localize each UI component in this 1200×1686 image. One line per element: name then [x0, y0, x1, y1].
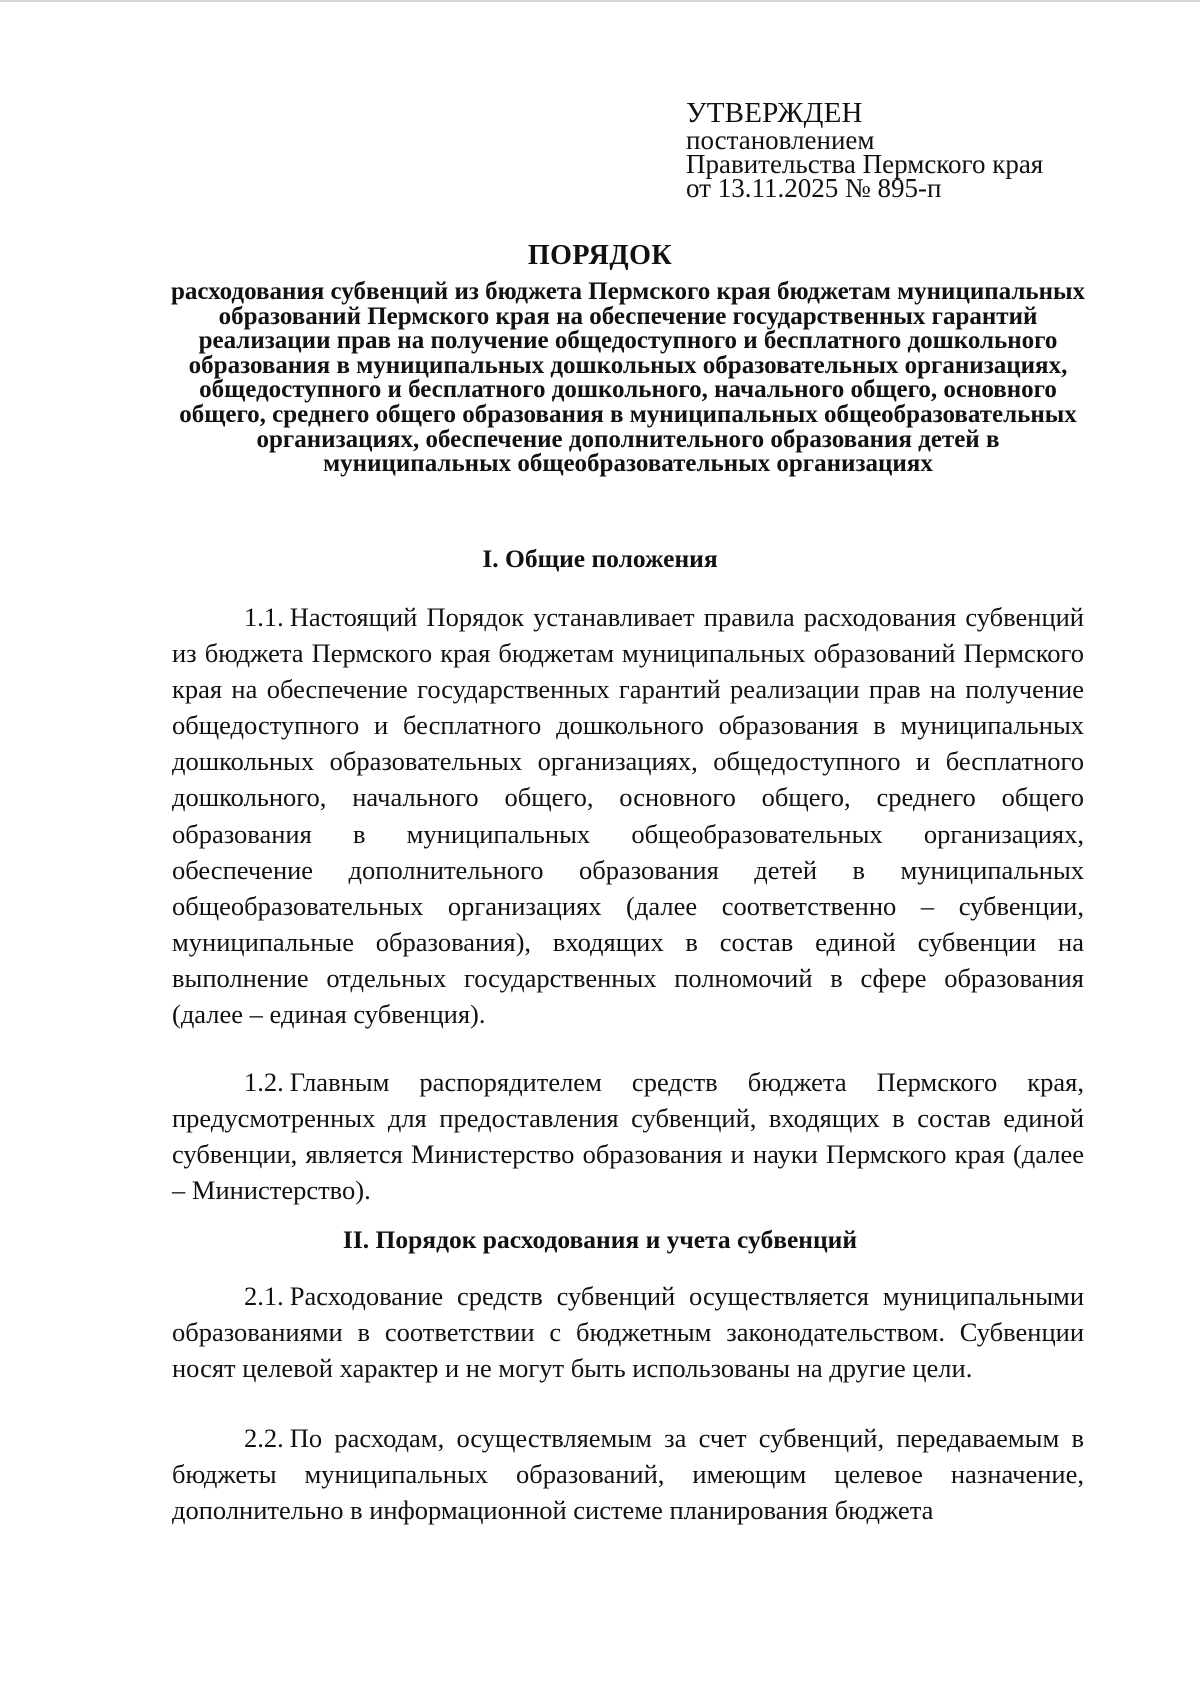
scan-edge: [0, 0, 1200, 2]
paragraph-number: 1.2.: [244, 1067, 284, 1097]
approval-line: Правительства Пермского края: [686, 149, 1044, 179]
paragraph: [172, 1064, 1084, 1208]
paragraph-text: Расходование средств субвенций осуществляется муниципальными образованиями в соответствии с бюджетным законодательством. Субвенции носят целевой характер и не могут быть использованы на другие цели.: [172, 1281, 1084, 1384]
approval-block: [686, 97, 1044, 203]
paragraph-number: 1.1.: [244, 602, 284, 632]
paragraph-text: Настоящий Порядок устанавливает правила расходования субвенций из бюджета Пермского края бюджетам муниципальных образований Пермского края на обеспечение государственных гарантий реализации прав на получение общедоступного и бесплатного дошкольного образования в муниципальных дошкольных образовательных организациях, общедоступного и бесплатного дошкольного, начального общего, основного общего, среднего общего образования в муниципальных общеобразовательных организациях, обеспечение дополнительного образования детей в муниципальных общеобразовательных организациях (далее соответственно – субвенции, муниципальные образования), входящих в состав единой субвенции на выполнение отдельных государственных полномочий в сфере образования (далее – единая субвенция).: [172, 602, 1084, 1030]
paragraph: [172, 1420, 1084, 1528]
approval-stamp-heading: УТВЕРЖДЕН: [686, 97, 863, 129]
paragraph-text: Главным распорядителем средств бюджета Пермского края, предусмотренных для предоставления субвенций, входящих в состав единой субвенции, является Министерство образования и науки Пермского края (далее – Министерство).: [172, 1067, 1084, 1206]
paragraph: [172, 599, 1084, 1032]
paragraph-number: 2.2.: [244, 1423, 284, 1453]
approval-line: постановлением: [686, 125, 875, 155]
section-heading: II. Порядок расходования и учета субвенций: [342, 1225, 858, 1254]
paragraph-number: 2.1.: [244, 1281, 284, 1311]
document-subtitle: расходования субвенций из бюджета Пермского края бюджетам муниципальных образований Пермского края на обеспечение государственных гарантий реализации прав на получение общедоступного и бесплатного дошкольного образования в муниципальных дошкольных образовательных организациях, общедоступного и бесплатного дошкольного, начального общего, основного общего, среднего общего образования в муниципальных общеобразовательных организациях, обеспечение дополнительного образования детей в муниципальных общеобразовательных организациях: [170, 278, 1086, 478]
paragraph: [172, 1278, 1084, 1386]
section-heading: I. Общие положения: [482, 544, 718, 573]
document-title: ПОРЯДОК: [527, 240, 673, 271]
paragraph-text: По расходам, осуществляемым за счет субвенций, передаваемым в бюджеты муниципальных образований, имеющим целевое назначение, дополнительно в информационной системе планирования бюджета: [172, 1423, 1084, 1526]
approval-line: от 13.11.2025 № 895-п: [686, 173, 942, 203]
